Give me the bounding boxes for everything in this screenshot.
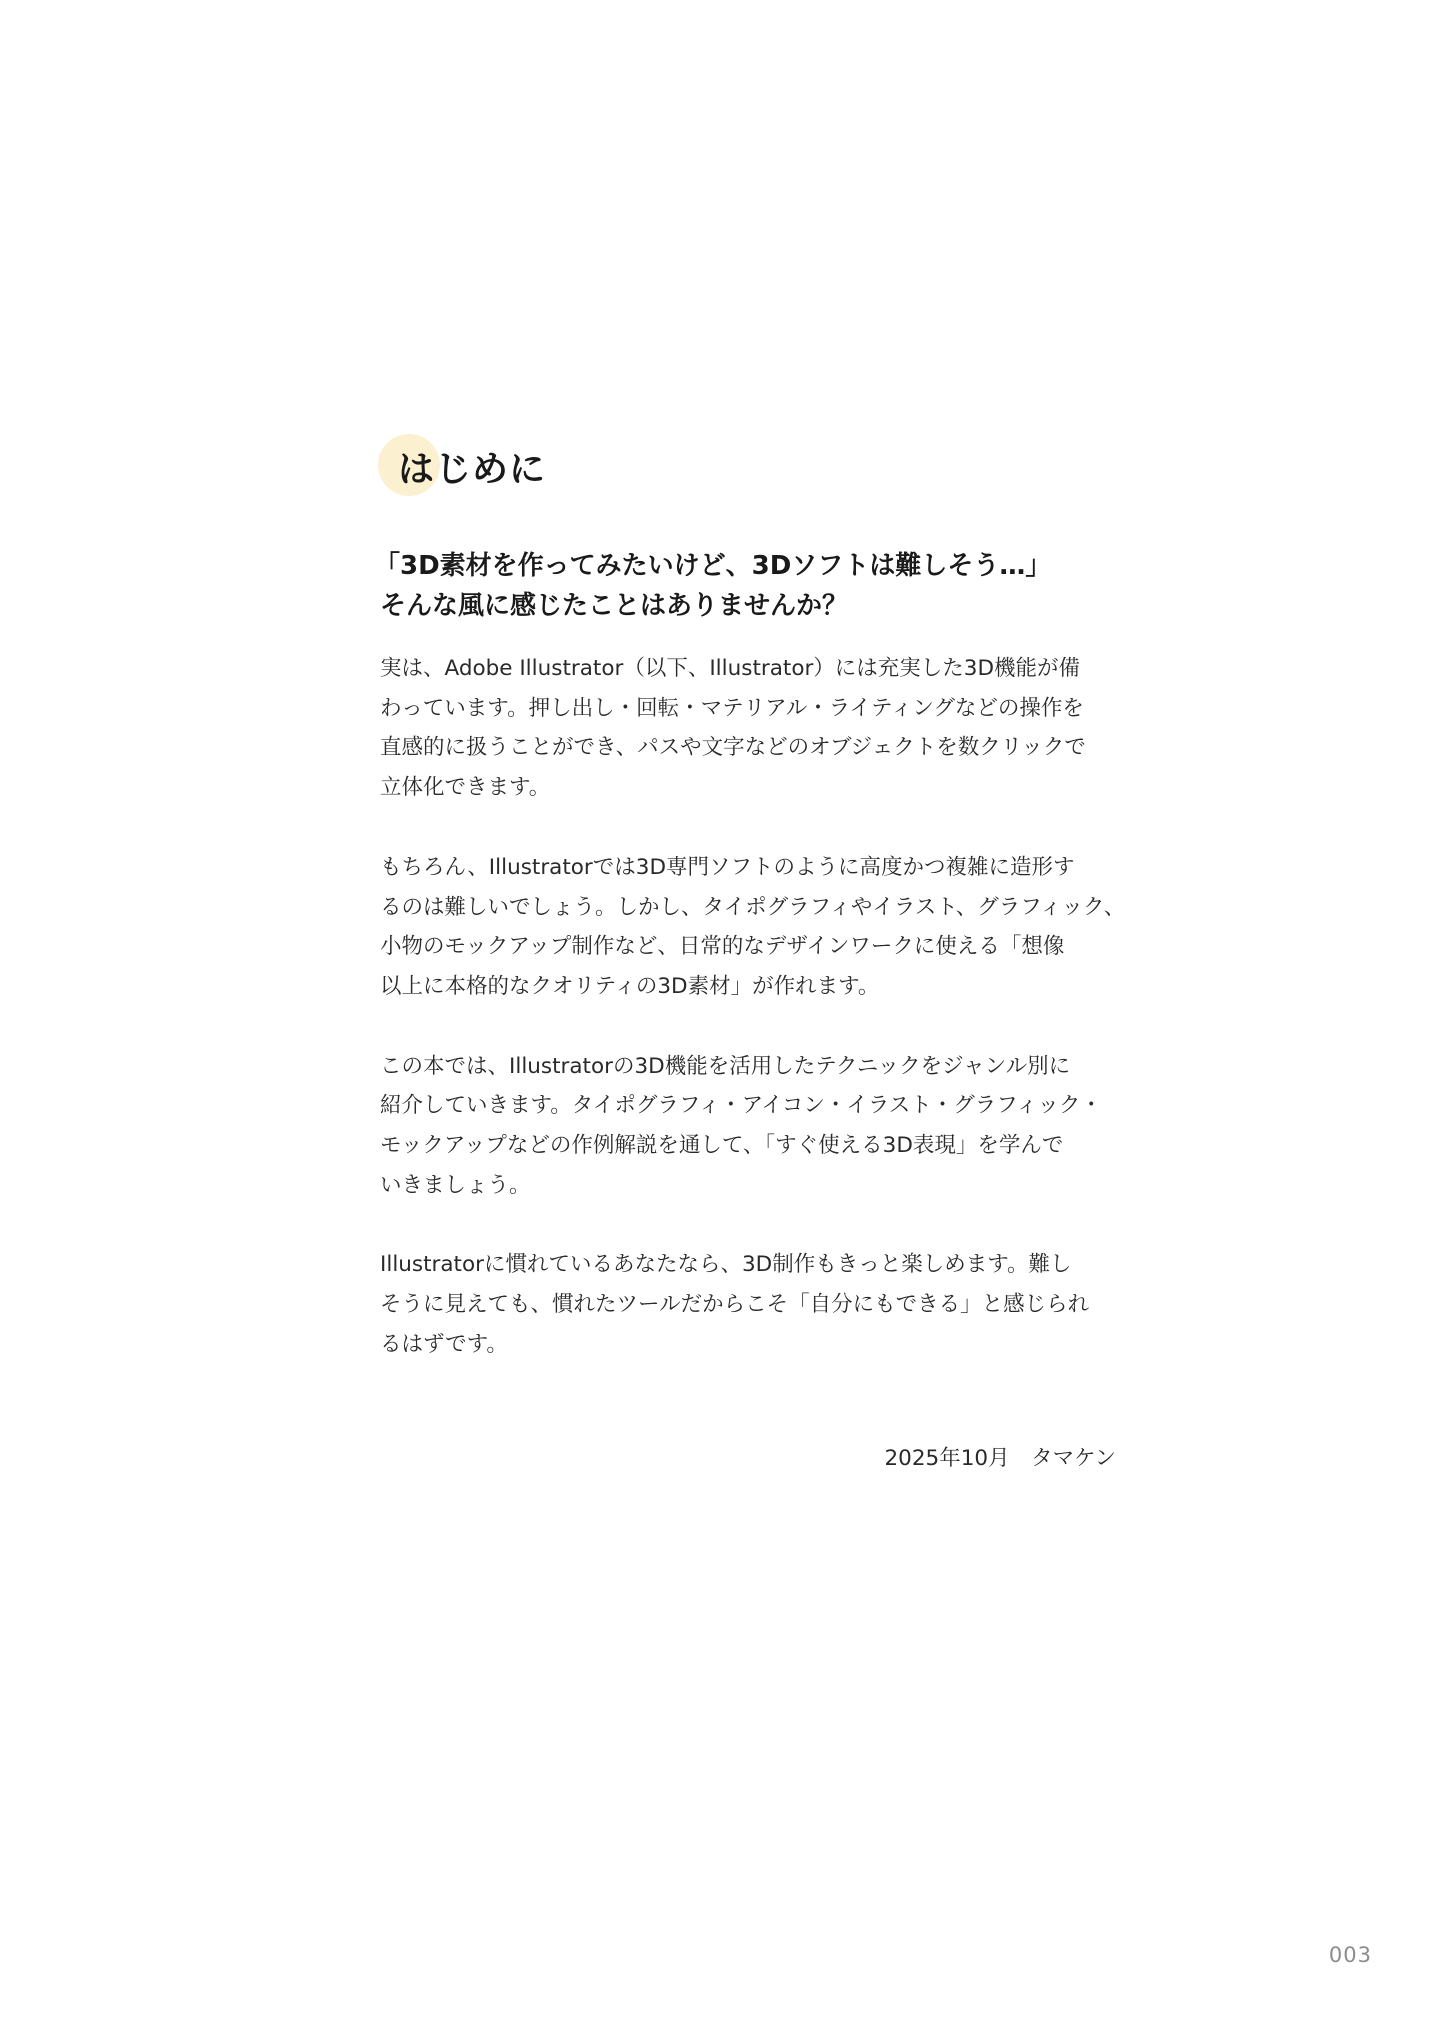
lead-question (374, 546, 1134, 626)
text-line: 以上に本格的なクオリティの3D素材」が作れます。 (380, 973, 880, 999)
section-heading (378, 434, 778, 504)
text-line: 立体化できます。 (380, 775, 551, 801)
text-line: もちろん、Illustratorでは3D専門ソフトのように高度かつ複雑に造形す (380, 854, 1075, 880)
text-line: 実は、Adobe Illustrator（以下、Illustrator）には充実した3D機能が備 (380, 656, 1081, 681)
body-text (380, 649, 1126, 1405)
paragraph-4 (380, 1245, 1120, 1364)
text-line: 紹介していきます。タイポグラフィ・アイコン・イラスト・グラフィック・ (380, 1093, 1102, 1119)
paragraph-3 (380, 1047, 1120, 1206)
text-line: モックアップなどの作例解説を通して、「すぐ使える3D表現」を学んで (380, 1133, 1064, 1159)
page-number: 003 (1328, 1943, 1372, 1967)
text-line: この本では、Illustratorの3D機能を活用したテクニックをジャンル別に (380, 1053, 1071, 1079)
text-line: いきましょう。 (380, 1172, 531, 1198)
paragraph-1 (380, 649, 1120, 808)
page-title: はじめに (398, 449, 547, 490)
text-line: 小物のモックアップ制作など、日常的なデザインワークに使える「想像 (380, 934, 1065, 960)
lead-line: そんな風に感じたことはありませんか？ (380, 591, 849, 621)
text-line: わっています。押し出し・回転・マテリアル・ライティングなどの操作を (380, 695, 1084, 721)
text-line: るのは難しいでしょう。しかし、タイポグラフィやイラスト、グラフィック、 (380, 894, 1126, 920)
text-line: 直感的に扱うことができ、パスや文字などのオブジェクトを数クリックで (380, 735, 1086, 761)
lead-line: 「3D素材を作ってみたいけど、3Dソフトは難しそう…」 (374, 551, 1052, 581)
text-line: そうに見えても、慣れたツールだからこそ「自分にもできる」と感じられ (380, 1292, 1090, 1318)
text-line: Illustratorに慣れているあなたなら、3D制作もきっと楽しめます。難し (380, 1252, 1072, 1278)
paragraph-2 (380, 848, 1126, 1007)
signature-date-author: 2025年10月 タマケン (884, 1446, 1116, 1471)
text-line: るはずです。 (380, 1331, 508, 1357)
